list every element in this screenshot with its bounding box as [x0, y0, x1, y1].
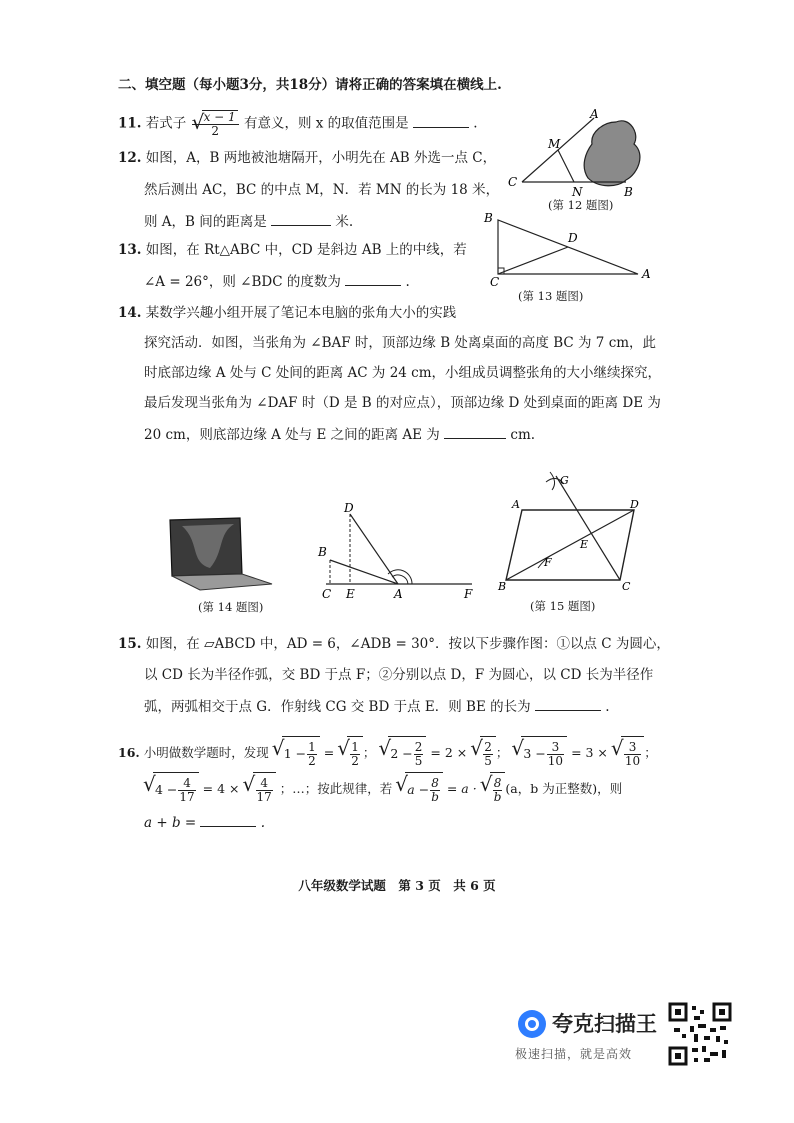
frac-den: 5	[484, 754, 492, 768]
question-12-line-2: 然后测出 AC，BC 的中点 M，N．若 MN 的长为 18 米，	[144, 182, 500, 198]
median-cd	[498, 247, 568, 274]
label-b: B	[624, 185, 633, 199]
label-g: G	[560, 474, 569, 487]
question-16-line-3	[144, 812, 265, 833]
q12-unit: 米.	[335, 214, 354, 230]
question-number: 11.	[118, 115, 142, 132]
frac-den: b	[431, 790, 439, 804]
frac-num: 3	[547, 741, 564, 755]
q13-text-2: ∠A = 26°，则 ∠BDC 的度数为	[144, 274, 341, 290]
q11-fraction	[192, 110, 239, 138]
answer-blank[interactable]	[413, 113, 469, 128]
q12-text-3: 则 A，B 间的距离是	[144, 214, 267, 230]
question-15-line-1	[118, 634, 670, 654]
q16-sep: ；	[362, 745, 376, 760]
watermark-slogan: 极速扫描，就是高效	[515, 1047, 633, 1061]
label-d: D	[568, 231, 578, 245]
label-a: A	[394, 587, 403, 600]
frac-den: 10	[547, 754, 564, 768]
page-footer: 八年级数学试题 第 3 页 共 6 页	[298, 878, 496, 893]
expr-term: 1 −	[283, 746, 307, 761]
frac-num: 4	[178, 777, 195, 791]
q16-expr-4-rhs	[253, 772, 276, 807]
question-14-line-4: 最后发现当张角为 ∠DAF 时（D 是 B 的对应点），顶部边缘 D 处到桌面的距离 DE 为	[144, 395, 661, 411]
figure-14	[312, 500, 482, 600]
question-13-line-2	[144, 271, 410, 292]
segment-mn	[558, 150, 574, 182]
label-c: C	[322, 587, 332, 600]
question-14-line-5	[144, 424, 535, 445]
q12-text-1: 如图，A，B 两地被池塘隔开，小明先在 AB 外选一点 C，	[145, 150, 497, 166]
answer-blank[interactable]	[345, 271, 401, 286]
label-b: B	[484, 211, 493, 225]
q14-text-1: 某数学兴趣小组开展了笔记本电脑的张角大小的实践	[145, 305, 457, 321]
q11-prefix: 若式子	[145, 115, 187, 132]
qr-code-icon	[668, 1002, 732, 1066]
frac-num: 8	[431, 776, 439, 790]
question-13-line-1	[118, 240, 467, 260]
expr-term: 3 −	[523, 746, 546, 761]
label-c: C	[622, 580, 631, 593]
laptop-base	[172, 574, 272, 590]
expr-term: a −	[407, 782, 430, 797]
ray-cg	[556, 476, 620, 580]
q16-expr-2-rhs	[480, 736, 496, 771]
laptop-photo	[160, 512, 280, 592]
expr-term: 4 −	[155, 782, 178, 797]
question-16-line-2	[144, 772, 622, 807]
answer-blank[interactable]	[535, 696, 601, 711]
frac-num: 1	[308, 740, 316, 754]
label-a: A	[642, 267, 651, 281]
label-e: E	[346, 587, 355, 600]
q16-end: .	[260, 815, 266, 831]
frac-den: b	[493, 790, 502, 804]
label-c: C	[508, 175, 518, 189]
figure-12-caption: (第 12 题图)	[548, 198, 614, 212]
question-15-line-2: 以 CD 长为半径作弧，交 BD 于点 F；②分别以点 D，F 为圆心，以 CD 长为半径作	[144, 667, 654, 683]
arc-g-2	[550, 472, 555, 490]
answer-blank[interactable]	[444, 424, 506, 439]
q16-eq: =	[323, 745, 335, 760]
question-14-line-3: 时底部边缘 A 处与 C 处间的距离 AC 为 24 cm，小组成员调整张角的大小继续探究，	[144, 365, 662, 381]
frac-den: 17	[179, 790, 195, 804]
figure-15-caption: (第 15 题图)	[530, 599, 596, 613]
q16-expr-3-rhs	[621, 736, 644, 771]
label-m: M	[548, 137, 561, 151]
question-number: 13.	[118, 242, 142, 258]
question-16-line-1	[118, 736, 657, 771]
frac-den: 5	[414, 754, 423, 768]
label-e: E	[580, 538, 589, 551]
question-14-line-1	[118, 303, 456, 323]
frac-num: 2	[414, 740, 423, 754]
pond-shape	[584, 121, 640, 186]
q14-unit: cm.	[510, 427, 536, 443]
label-f: F	[544, 556, 552, 569]
frac-num: √ 1	[351, 740, 359, 754]
q16-expr-5-rhs	[490, 772, 506, 807]
figure-15	[492, 468, 652, 598]
label-b: B	[498, 580, 507, 593]
figure-14-caption: (第 14 题图)	[198, 600, 264, 614]
expr-term: 2 −	[390, 746, 413, 761]
q16-tail: (a，b 为正整数)，则	[505, 781, 623, 796]
q16-intro: 小明做数学题时，发现	[143, 745, 269, 760]
frac-num: √ 4	[256, 777, 273, 791]
q16-expr-2-lhs	[388, 736, 426, 771]
q16-sep: ；	[644, 745, 657, 760]
label-f: F	[464, 587, 473, 600]
q16-expr-4-lhs	[153, 772, 199, 807]
q15-text-3: 弧，两弧相交于点 G．作射线 CG 交 BD 于点 E．则 BE 的长为	[144, 699, 531, 715]
frac-num: √ 2	[484, 740, 492, 754]
frac-den: 2	[351, 754, 359, 768]
segment-ab	[330, 560, 398, 584]
figure-13-caption: (第 13 题图)	[518, 289, 584, 303]
frac-num: √ 3	[624, 741, 641, 755]
question-14-line-2: 探究活动．如图，当张角为 ∠BAF 时，顶部边缘 B 处离桌面的高度 BC 为 7 cm，此	[144, 335, 657, 351]
q15-end: .	[605, 699, 610, 715]
q16-mid: ；…；按此规律，若	[279, 781, 393, 796]
answer-blank[interactable]	[200, 812, 256, 827]
q11-denominator: 2	[211, 124, 219, 138]
question-12-line-1	[118, 148, 496, 168]
question-12-line-3	[144, 211, 353, 232]
label-c: C	[490, 275, 500, 288]
question-number: 14.	[118, 305, 142, 321]
q11-end: .	[473, 115, 478, 132]
label-a: A	[590, 107, 599, 121]
question-number: 16.	[118, 745, 140, 760]
section-title: 二、填空题（每小题3分，共18分）请将正确的答案填在横线上.	[118, 77, 502, 93]
frac-den: 10	[624, 754, 641, 768]
q16-eq: = a ·	[446, 781, 477, 796]
frac-den: 2	[308, 754, 316, 768]
segment-ad	[350, 514, 398, 584]
watermark-name: 夸克扫描王	[552, 1012, 657, 1036]
figure-12	[500, 104, 660, 212]
q14-text-5: 20 cm，则底部边缘 A 处与 E 之间的距离 AE 为	[144, 427, 440, 443]
answer-blank[interactable]	[271, 211, 331, 226]
q15-text-1: 如图，在 ▱ABCD 中，AD = 6，∠ADB = 30°．按以下步骤作图：①以点 C 为圆心，	[145, 636, 670, 652]
diagonal-bd	[506, 510, 634, 580]
q16-eq: = 3 ×	[571, 745, 608, 760]
label-b: B	[318, 545, 327, 559]
question-number: 12.	[118, 150, 142, 166]
q16-expr-5-lhs	[405, 772, 443, 807]
question-number: 15.	[118, 636, 142, 652]
q16-eq: = 2 ×	[430, 745, 468, 760]
frac-num: √ 8	[493, 776, 502, 790]
question-15-line-3	[144, 696, 610, 717]
q16-sep: ；	[495, 745, 509, 760]
q16-expr-3-lhs	[521, 736, 567, 771]
label-a: A	[512, 498, 520, 511]
label-d: D	[344, 501, 354, 515]
q16-expr-1-rhs	[347, 736, 363, 771]
q16-eq: = 4 ×	[202, 781, 240, 796]
label-n: N	[572, 185, 583, 199]
q11-radicand: √ x − 1	[202, 110, 238, 124]
q13-text-1: 如图，在 Rt△ABC 中，CD 是斜边 AB 上的中线，若	[145, 242, 467, 258]
figure-13	[480, 208, 660, 288]
quark-logo-icon	[516, 1008, 548, 1040]
q16-expr-1-lhs	[282, 736, 320, 771]
frac-den: 17	[256, 790, 272, 804]
q16-last: a + b =	[144, 815, 197, 831]
question-11	[118, 110, 478, 138]
label-d: D	[630, 498, 639, 511]
q13-end: .	[405, 274, 410, 290]
q11-suffix: 有意义，则 x 的取值范围是	[243, 115, 409, 132]
